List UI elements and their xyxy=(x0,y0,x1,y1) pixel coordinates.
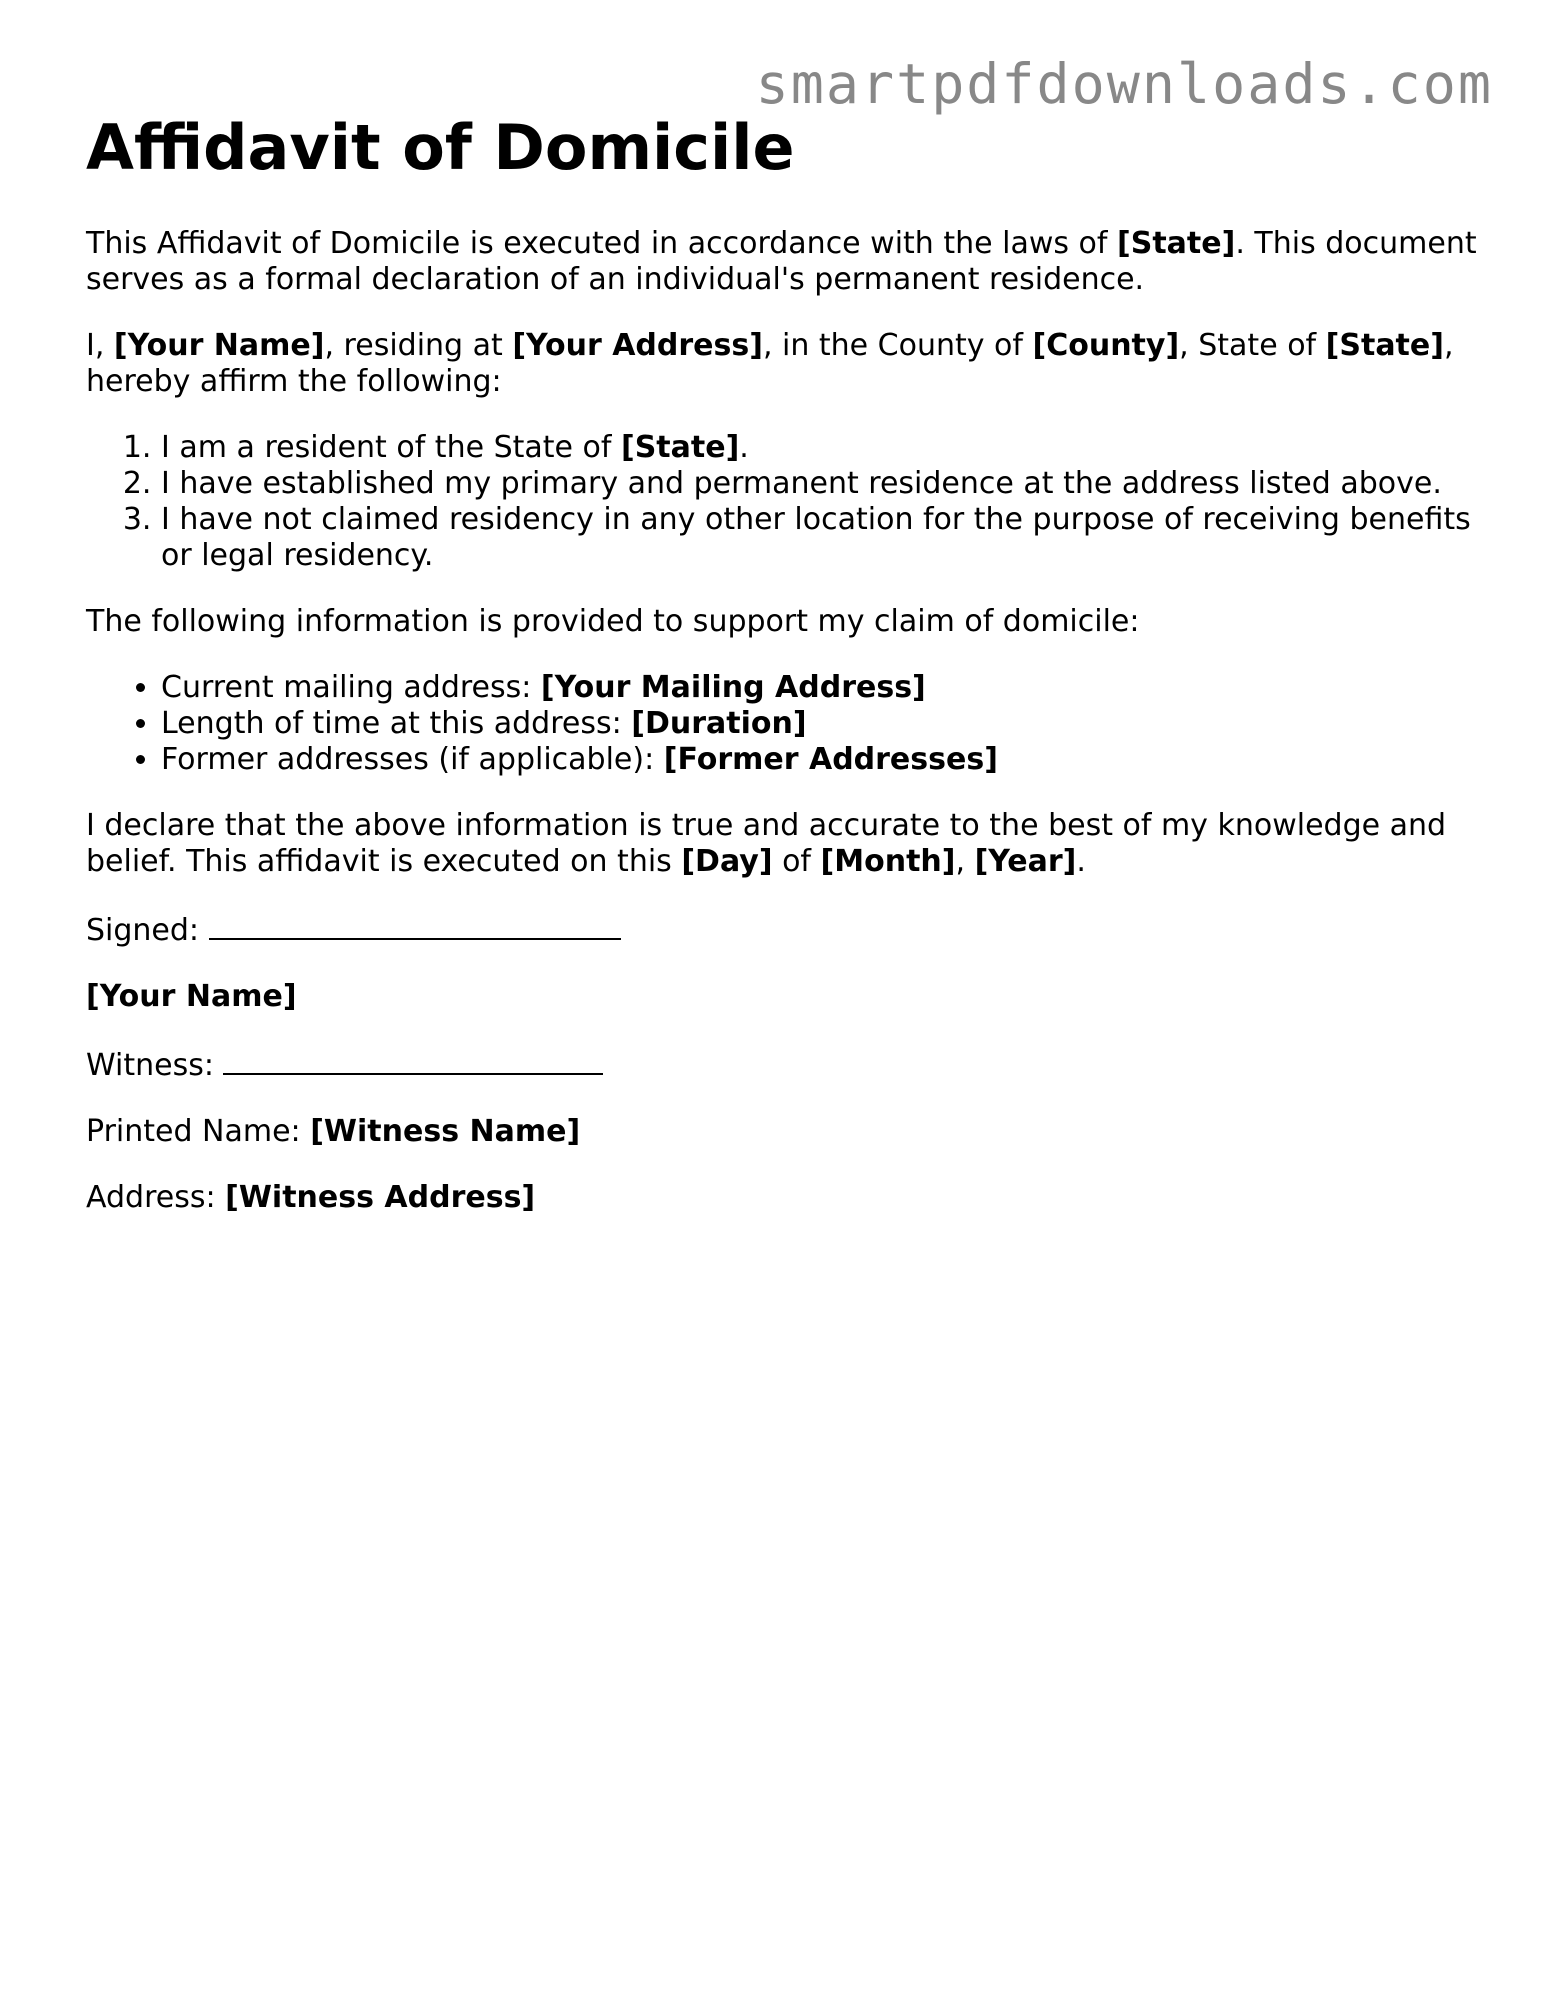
mailing-placeholder: [Your Mailing Address] xyxy=(540,670,926,705)
declare-text-4: . xyxy=(1076,844,1086,879)
affirm-state-placeholder: [State] xyxy=(1325,328,1444,363)
printed-name-line xyxy=(86,1114,1486,1150)
affirm-name-placeholder: [Your Name] xyxy=(113,328,325,363)
affirm-text-1: I, xyxy=(86,328,114,363)
witness-line xyxy=(86,1045,1486,1084)
statement-item xyxy=(161,466,1486,502)
document-title: Affidavit of Domicile xyxy=(86,111,795,184)
signature-blank[interactable] xyxy=(209,910,621,940)
support-intro: The following information is provided to support my claim of domicile: xyxy=(86,604,1140,639)
statement-1-end: . xyxy=(739,430,749,465)
watermark: smartpdfdownloads.com xyxy=(755,52,1493,116)
affirm-text-2: , residing at xyxy=(324,328,513,363)
signed-label: Signed: xyxy=(86,913,209,948)
day-placeholder: [Day] xyxy=(681,844,773,879)
support-list xyxy=(86,670,1486,778)
intro-state-placeholder: [State] xyxy=(1117,226,1236,261)
mailing-label: Current mailing address: xyxy=(161,670,541,705)
witness-label: Witness: xyxy=(86,1048,224,1083)
statement-1-state-placeholder: [State] xyxy=(620,430,740,465)
statement-3-text: I have not claimed residency in any other location for the purpose of receiving benefits or legal residency. xyxy=(161,502,1471,573)
witness-signature-blank[interactable] xyxy=(223,1045,603,1075)
witness-address-placeholder: [Witness Address] xyxy=(225,1180,536,1215)
signed-line xyxy=(86,910,1486,949)
month-placeholder: [Month] xyxy=(820,844,956,879)
support-item-duration xyxy=(161,706,1486,742)
your-name-placeholder: [Your Name] xyxy=(86,979,297,1014)
statements-list xyxy=(86,430,1486,574)
statement-2-text: I have established my primary and permanent residence at the address listed above. xyxy=(161,466,1442,501)
former-label: Former addresses (if applicable): xyxy=(161,742,664,777)
address-label: Address: xyxy=(86,1180,226,1215)
former-placeholder: [Former Addresses] xyxy=(663,742,998,777)
duration-placeholder: [Duration] xyxy=(631,706,807,741)
declare-text-2: of xyxy=(772,844,821,879)
intro-text-2: . This document serves as a formal declaration of an individual's permanent residence. xyxy=(86,226,1477,297)
witness-name-placeholder: [Witness Name] xyxy=(310,1114,581,1149)
year-placeholder: [Year] xyxy=(974,844,1077,879)
affirm-text-3: , in the County of xyxy=(762,328,1033,363)
declare-text-3: , xyxy=(955,844,975,879)
affirm-text-4: , State of xyxy=(1179,328,1326,363)
statement-1-text: I am a resident of the State of xyxy=(161,430,621,465)
document-page xyxy=(86,0,1486,1216)
statement-item xyxy=(161,430,1486,466)
duration-label: Length of time at this address: xyxy=(161,706,632,741)
support-item-mailing xyxy=(161,670,1486,706)
statement-item xyxy=(161,502,1486,574)
affirmation-paragraph xyxy=(86,328,1486,400)
printed-name-label: Printed Name: xyxy=(86,1114,311,1149)
affirm-address-placeholder: [Your Address] xyxy=(512,328,763,363)
affirm-county-placeholder: [County] xyxy=(1032,328,1180,363)
intro-text-1: This Affidavit of Domicile is executed in accordance with the laws of xyxy=(86,226,1118,261)
affirm-text-5: , hereby affirm the following: xyxy=(86,328,1454,399)
support-item-former xyxy=(161,742,1486,778)
intro-paragraph xyxy=(86,226,1486,298)
your-name-line xyxy=(86,979,1486,1015)
witness-address-line xyxy=(86,1180,1486,1216)
declare-text-1: I declare that the above information is true and accurate to the best of my knowledge and belief. This affidavit is executed on this xyxy=(86,808,1447,879)
declaration-paragraph xyxy=(86,808,1486,880)
